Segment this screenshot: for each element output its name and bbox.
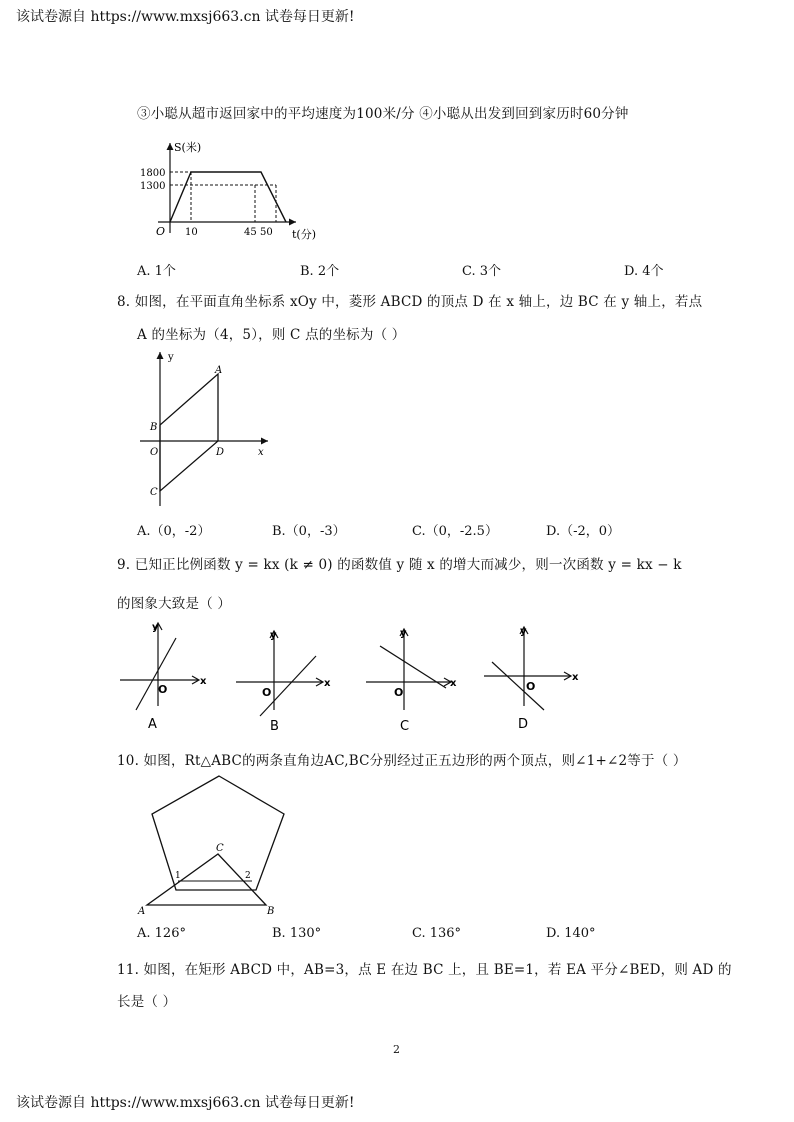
q9-a-caption: A — [148, 717, 157, 732]
q9-b-caption: B — [270, 719, 279, 734]
q9-b-o: O — [262, 686, 272, 699]
q8-line1: 8. 如图，在平面直角坐标系 xOy 中，菱形 ABCD 的顶点 D 在 x 轴上，边 BC 在 y 轴上，若点 — [117, 294, 703, 310]
q7-y-tick-1800: 1800 — [140, 168, 166, 179]
page-header: 该试卷源自 https://www.mxsj663.cn 试卷每日更新! — [16, 9, 355, 25]
q9-d-x: x — [572, 672, 579, 683]
q9-d-y: y — [520, 626, 527, 637]
q9-a-y: y — [152, 622, 159, 633]
q8-line2: A 的坐标为（4，5），则 C 点的坐标为（ ） — [137, 327, 406, 343]
q8-label-d: D — [216, 447, 225, 458]
q10-pentagon-figure — [134, 772, 294, 918]
q10-line1: 10. 如图，Rt△ABC的两条直角边AC,BC分别经过正五边形的两个顶点，则∠1+∠2等于（ ） — [117, 753, 687, 769]
q8-option-a: A.（0，-2） — [137, 524, 211, 539]
q7-y-label: S(米) — [174, 141, 202, 154]
q7-option-c: C. 3个 — [462, 264, 502, 279]
q9-graph-a — [114, 618, 214, 736]
q7-x-tick-45: 45 — [244, 227, 257, 238]
q9-c-y: y — [400, 628, 407, 639]
q10-label-b: B — [267, 906, 275, 917]
q7-option-a: A. 1个 — [137, 264, 176, 279]
q8-label-x: x — [258, 447, 264, 458]
page-number: 2 — [393, 1043, 400, 1056]
q9-graph-d — [482, 618, 582, 736]
q11-line2: 长是（ ） — [117, 994, 177, 1010]
q9-a-x: x — [200, 676, 207, 687]
q9-graph-c — [364, 618, 464, 736]
q8-label-c: C — [150, 487, 158, 498]
q7-x-tick-50: 50 — [260, 227, 273, 238]
q8-label-a: A — [215, 365, 223, 376]
q7-origin: O — [156, 225, 166, 238]
q10-label-a: A — [138, 906, 146, 917]
q9-line1: 9. 已知正比例函数 y = kx (k ≠ 0) 的函数值 y 随 x 的增大而减少，则一次函数 y = kx − k — [117, 557, 682, 573]
q10-label-c: C — [216, 843, 224, 854]
q7-statement: ③小聪从超市返回家中的平均速度为100米/分 ④小聪从出发到回到家历时60分钟 — [137, 106, 629, 122]
q8-rhombus — [160, 374, 218, 491]
q7-x-label: t(分) — [292, 228, 316, 241]
page-footer: 该试卷源自 https://www.mxsj663.cn 试卷每日更新! — [16, 1095, 355, 1111]
q7-option-d: D. 4个 — [624, 264, 664, 279]
q10-option-c: C. 136° — [412, 926, 462, 941]
q10-option-d: D. 140° — [546, 926, 596, 941]
q9-line2: 的图象大致是（ ） — [117, 596, 232, 612]
q7-distance-time-graph — [136, 135, 316, 247]
q11-line1: 11. 如图，在矩形 ABCD 中，AB=3，点 E 在边 BC 上，且 BE=1，若 EA 平分∠BED，则 AD 的 — [117, 962, 732, 978]
q9-d-line — [492, 662, 544, 710]
q8-option-c: C.（0，-2.5） — [412, 524, 498, 539]
q10-option-b: B. 130° — [272, 926, 322, 941]
q8-rhombus-figure — [138, 348, 278, 510]
q10-pentagon — [152, 776, 284, 890]
q7-x-tick-10: 10 — [185, 227, 198, 238]
q7-y-tick-1300: 1300 — [140, 181, 166, 192]
q7-distance-line — [170, 172, 286, 222]
q7-option-b: B. 2个 — [300, 264, 340, 279]
q9-c-x: x — [450, 678, 457, 689]
q9-b-x: x — [324, 678, 331, 689]
q10-label-2: 2 — [245, 871, 251, 881]
q9-b-y: y — [270, 630, 277, 641]
q9-a-line — [136, 638, 176, 710]
q9-d-caption: D — [518, 717, 529, 732]
q8-option-d: D.（-2，0） — [546, 524, 621, 539]
q8-option-b: B.（0，-3） — [272, 524, 346, 539]
q8-label-b: B — [150, 422, 158, 433]
q8-label-o: O — [150, 447, 159, 458]
q9-graph-b — [234, 618, 334, 736]
q10-option-a: A. 126° — [137, 926, 186, 941]
q9-c-caption: C — [400, 719, 410, 734]
q8-label-y: y — [168, 352, 174, 363]
q9-a-o: O — [158, 683, 168, 696]
q9-c-o: O — [394, 686, 404, 699]
q9-d-o: O — [526, 680, 536, 693]
q10-label-1: 1 — [175, 871, 181, 881]
